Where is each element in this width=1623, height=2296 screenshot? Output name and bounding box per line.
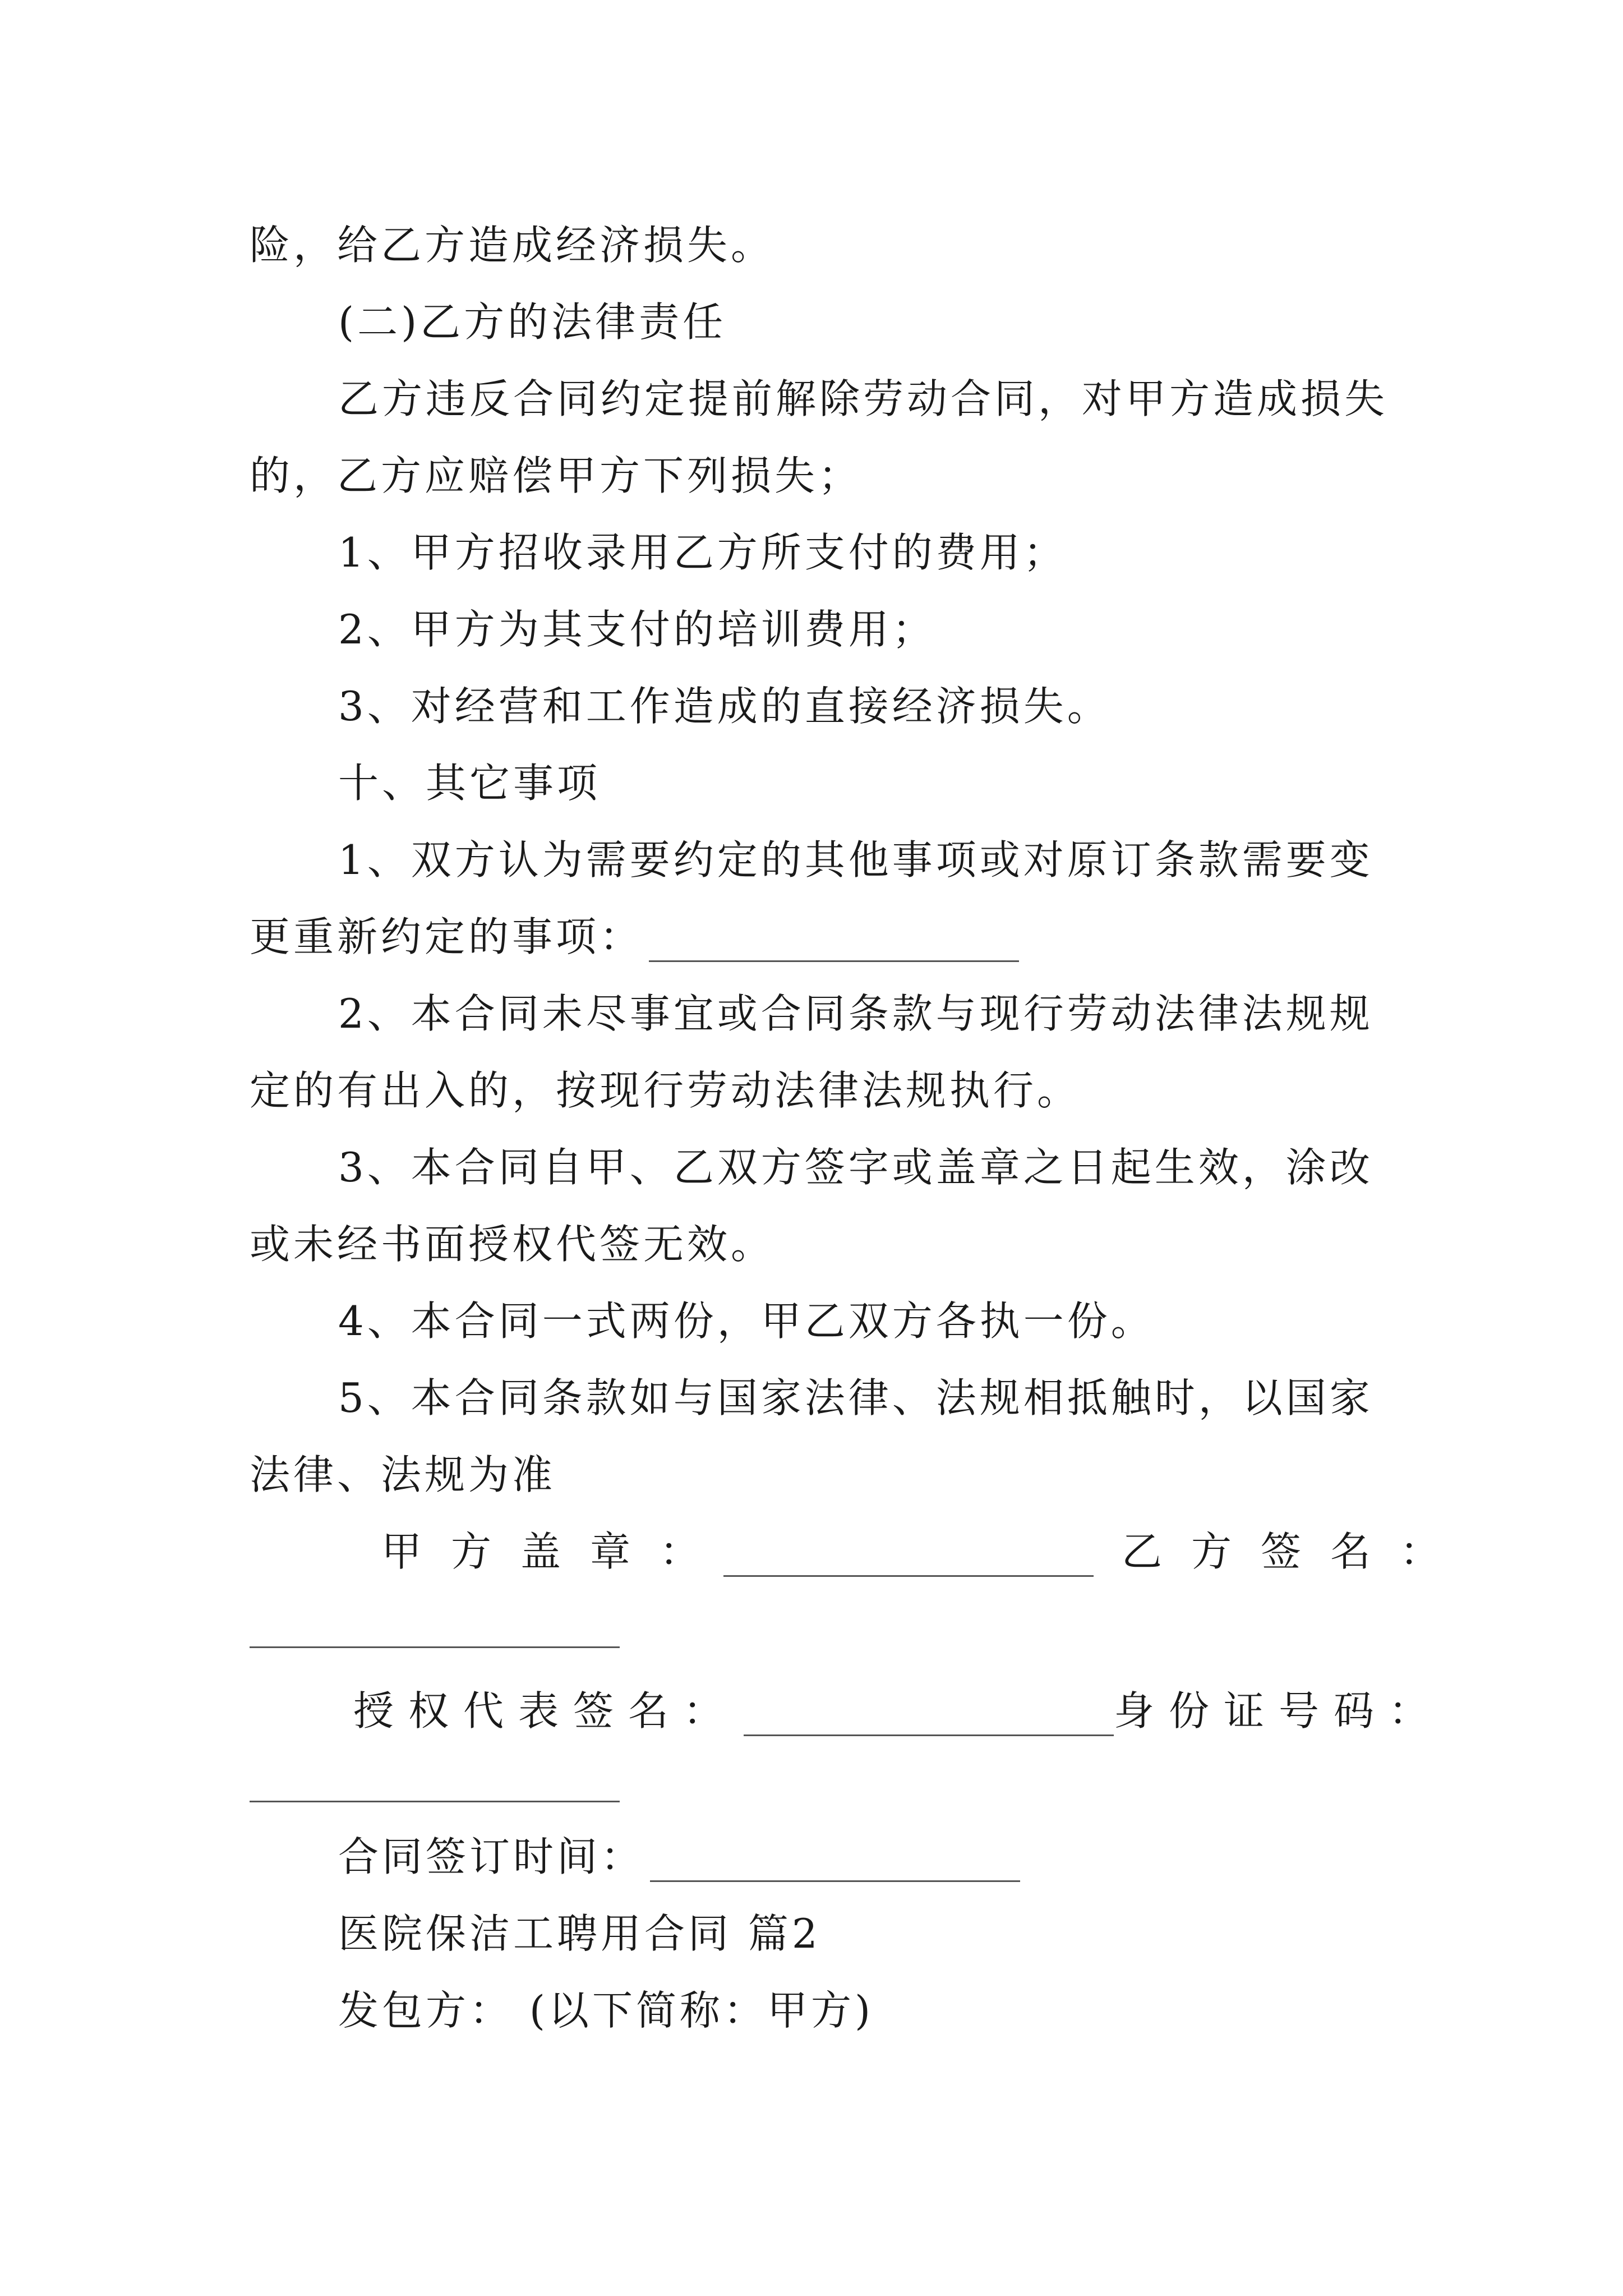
text-line: 乙方违反合同约定提前解除劳动合同，对甲方造成损失 bbox=[338, 375, 1389, 422]
signing-date-label: 合同签订时间： bbox=[338, 1833, 645, 1880]
section-heading: 十、其它事项 bbox=[338, 760, 601, 807]
text-line: 4、本合同一式两份，甲乙双方各执一份。 bbox=[338, 1297, 1155, 1345]
fill-in-blank bbox=[250, 1801, 620, 1802]
section-heading: (二)乙方的法律责任 bbox=[338, 298, 727, 346]
blank-label: 更重新约定的事项： bbox=[250, 913, 644, 960]
text-line: 险，给乙方造成经济损失。 bbox=[250, 222, 775, 269]
text-line: 5、本合同条款如与国家法律、法规相抵触时，以国家 bbox=[338, 1374, 1373, 1421]
signature-line-authorized bbox=[353, 1686, 1444, 1736]
party-b-signature-label: 乙方签名： bbox=[1122, 1528, 1470, 1575]
text-line: 3、本合同自甲、乙双方签字或盖章之日起生效，涂改 bbox=[338, 1144, 1373, 1191]
authorized-signature-label: 授权代表签名： bbox=[353, 1687, 739, 1734]
fill-in-blank bbox=[650, 1841, 1020, 1882]
text-line: 或未经书面授权代签无效。 bbox=[250, 1221, 775, 1268]
list-item: 2、甲方为其支付的培训费用； bbox=[338, 606, 936, 653]
party-a-seal-label: 甲方盖章： bbox=[381, 1528, 730, 1575]
signing-date-line bbox=[338, 1832, 1020, 1882]
text-line: 1、双方认为需要约定的其他事项或对原订条款需要变 bbox=[338, 836, 1373, 884]
signature-line-parties bbox=[381, 1526, 1469, 1577]
fill-in-blank bbox=[649, 921, 1019, 962]
fill-in-blank bbox=[250, 1646, 620, 1648]
text-line-with-blank bbox=[250, 912, 1019, 962]
contractor-line: 发包方： (以下简称：甲方) bbox=[338, 1987, 874, 2034]
id-number-label: 身份证号码： bbox=[1114, 1687, 1444, 1734]
fill-in-blank bbox=[723, 1536, 1094, 1577]
fill-in-blank bbox=[744, 1695, 1114, 1736]
text-line: 法律、法规为准 bbox=[250, 1451, 556, 1498]
list-item: 1、甲方招收录用乙方所支付的费用； bbox=[338, 529, 1067, 576]
text-line: 2、本合同未尽事宜或合同条款与现行劳动法律法规规 bbox=[338, 990, 1373, 1037]
text-line: 的，乙方应赔偿甲方下列损失； bbox=[250, 452, 863, 499]
text-line: 定的有出入的，按现行劳动法律法规执行。 bbox=[250, 1067, 1081, 1114]
next-contract-title: 医院保洁工聘用合同 篇2 bbox=[338, 1910, 821, 1957]
list-item: 3、对经营和工作造成的直接经济损失。 bbox=[338, 683, 1111, 730]
